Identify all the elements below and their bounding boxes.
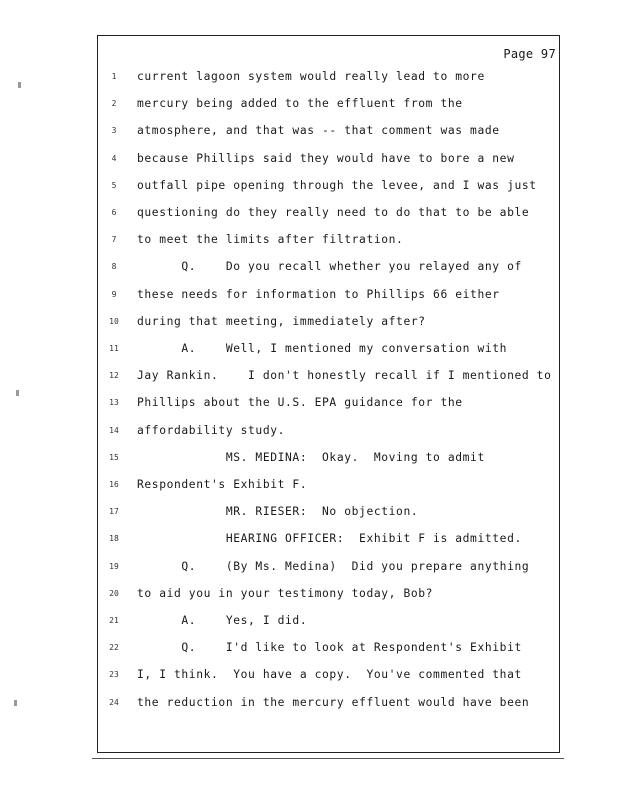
line-number: 14 (109, 425, 119, 435)
line-number: 4 (111, 153, 117, 163)
transcript-line (0, 288, 618, 306)
transcript-line (0, 315, 618, 333)
transcript-line (0, 179, 618, 197)
transcript-line (0, 342, 618, 360)
line-text: mercury being added to the effluent from the (137, 97, 463, 111)
line-text: Q. I'd like to look at Respondent's Exhibit (137, 641, 522, 655)
line-number: 1 (111, 72, 117, 81)
transcript-line (0, 641, 618, 659)
line-text: outfall pipe opening through the levee, and I was just (137, 178, 537, 192)
transcript-line (0, 369, 618, 387)
line-number: 19 (109, 561, 119, 571)
scan-margin-mark (16, 390, 19, 396)
bottom-rule (92, 758, 564, 759)
line-text: during that meeting, immediately after? (137, 314, 426, 328)
line-number: 7 (111, 235, 117, 245)
line-text: Phillips about the U.S. EPA guidance for the (137, 396, 463, 410)
line-text: the reduction in the mercury effluent would have been (137, 695, 530, 709)
transcript-line (0, 668, 618, 686)
transcript-line (0, 260, 618, 278)
line-number: 9 (111, 289, 117, 299)
line-number: 17 (109, 507, 119, 517)
transcript-line (0, 696, 618, 714)
transcript-line (0, 70, 618, 88)
line-text: questioning do they really need to do that to be able (137, 206, 530, 219)
line-number: 11 (109, 344, 119, 353)
line-number: 22 (109, 643, 119, 653)
line-number: 8 (111, 262, 117, 272)
line-text: these needs for information to Phillips 66 either (137, 287, 500, 301)
line-text: atmosphere, and that was -- that comment was made (137, 124, 500, 138)
transcript-line (0, 97, 618, 115)
line-text: MR. RIESER: No objection. (137, 505, 419, 519)
line-text: to aid you in your testimony today, Bob? (137, 586, 434, 600)
line-number: 16 (109, 480, 119, 489)
line-number: 3 (111, 126, 117, 136)
page-number: Page 97 (503, 47, 556, 61)
line-text: affordability study. (137, 423, 286, 437)
line-text: Q. Do you recall whether you relayed any of (137, 260, 522, 274)
line-text: because Phillips said they would have to bore a new (137, 151, 515, 165)
transcript-line (0, 152, 618, 170)
transcript-line (0, 587, 618, 605)
transcript-line (0, 532, 618, 550)
line-text: Respondent's Exhibit F. (137, 478, 308, 491)
line-number: 13 (109, 398, 119, 408)
transcript-line (0, 451, 618, 469)
line-text: current lagoon system would really lead to more (137, 70, 485, 83)
line-number: 18 (109, 534, 119, 544)
line-text: Q. (By Ms. Medina) Did you prepare anything (137, 559, 530, 573)
line-number: 5 (111, 180, 117, 190)
transcript-line (0, 233, 618, 251)
transcript-line (0, 424, 618, 442)
line-number: 20 (109, 588, 119, 598)
transcript-line (0, 206, 618, 224)
line-number: 2 (111, 99, 117, 109)
transcript-line (0, 505, 618, 523)
line-text: I, I think. You have a copy. You've commented that (137, 668, 522, 682)
transcript-line (0, 124, 618, 142)
line-number: 15 (109, 452, 119, 462)
line-text: A. Yes, I did. (137, 614, 308, 627)
line-number: 23 (109, 670, 119, 680)
transcript-line (0, 614, 618, 632)
line-number: 6 (111, 208, 117, 217)
scan-margin-mark (18, 82, 21, 88)
line-text: A. Well, I mentioned my conversation with (137, 342, 508, 355)
line-number: 21 (109, 616, 119, 625)
transcript-line (0, 560, 618, 578)
transcript-line (0, 396, 618, 414)
line-text: to meet the limits after filtration. (137, 233, 404, 247)
line-number: 10 (109, 316, 119, 326)
line-text: Jay Rankin. I don't honestly recall if I mentioned to (137, 369, 552, 383)
transcript-line (0, 478, 618, 496)
scan-margin-mark (14, 700, 17, 706)
line-number: 24 (109, 697, 119, 707)
line-text: MS. MEDINA: Okay. Moving to admit (137, 450, 485, 464)
line-text: HEARING OFFICER: Exhibit F is admitted. (137, 532, 522, 546)
line-number: 12 (109, 371, 119, 381)
